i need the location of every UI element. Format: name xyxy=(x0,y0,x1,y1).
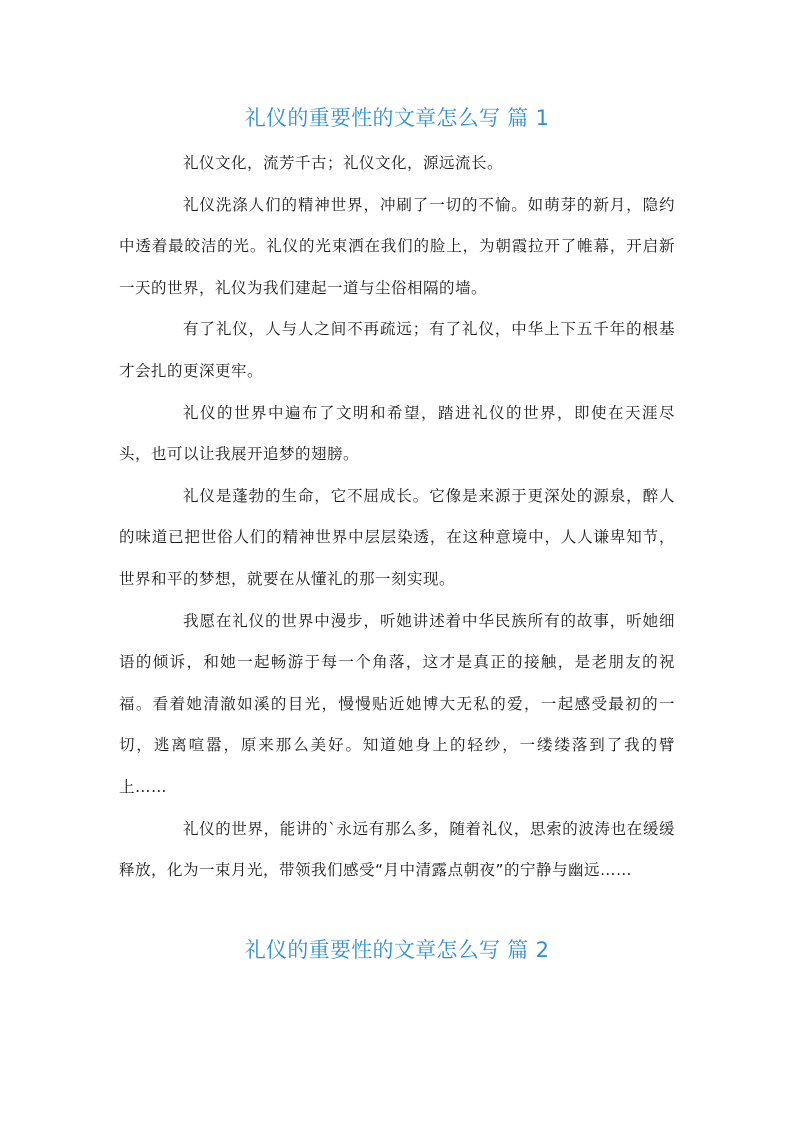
paragraph: 礼仪洗涤人们的精神世界，冲刷了一切的不愉。如萌芽的新月，隐约中透着最皎洁的光。礼仪的光束洒在我们的脸上，为朝霞拉开了帷幕，开启新一天的世界，礼仪为我们建起一道与尘俗相隔的墙。 xyxy=(119,195,675,297)
article-body xyxy=(119,143,675,892)
article-heading-2: 礼仪的重要性的文章怎么写 篇 2 xyxy=(244,938,550,962)
article-heading-1: 礼仪的重要性的文章怎么写 篇 1 xyxy=(244,106,550,130)
paragraph: 有了礼仪，人与人之间不再疏远；有了礼仪，中华上下五千年的根基才会扎的更深更牢。 xyxy=(119,320,675,380)
paragraph: 礼仪的世界中遍布了文明和希望，踏进礼仪的世界，即使在天涯尽头，也可以让我展开追梦的翅膀。 xyxy=(119,403,675,464)
paragraph: 我愿在礼仪的世界中漫步，听她讲述着中华民族所有的故事，听她细语的倾诉，和她一起畅游于每一个角落，这才是真正的接触，是老朋友的祝福。看着她清澈如溪的目光，慢慢贴近她博大无私的爱，一起感受最初的一切，逃离喧嚣，原来那么美好。知道她身上的轻纱，一缕缕落到了我的臂上…… xyxy=(119,611,675,796)
paragraph: 礼仪是蓬勃的生命，它不屈成长。它像是来源于更深处的源泉，醉人的味道已把世俗人们的精神世界中层层染透，在这种意境中，人人谦卑知节，世界和平的梦想，就要在从懂礼的那一刻实现。 xyxy=(119,486,675,588)
paragraph: 礼仪文化，流芳千古；礼仪文化，源远流长。 xyxy=(183,154,504,172)
paragraph: 礼仪的世界，能讲的`永远有那么多，随着礼仪，思索的波涛也在缓缓释放，化为一束月光，带领我们感受“月中清露点朝夜”的宁静与幽远…… xyxy=(119,819,675,880)
